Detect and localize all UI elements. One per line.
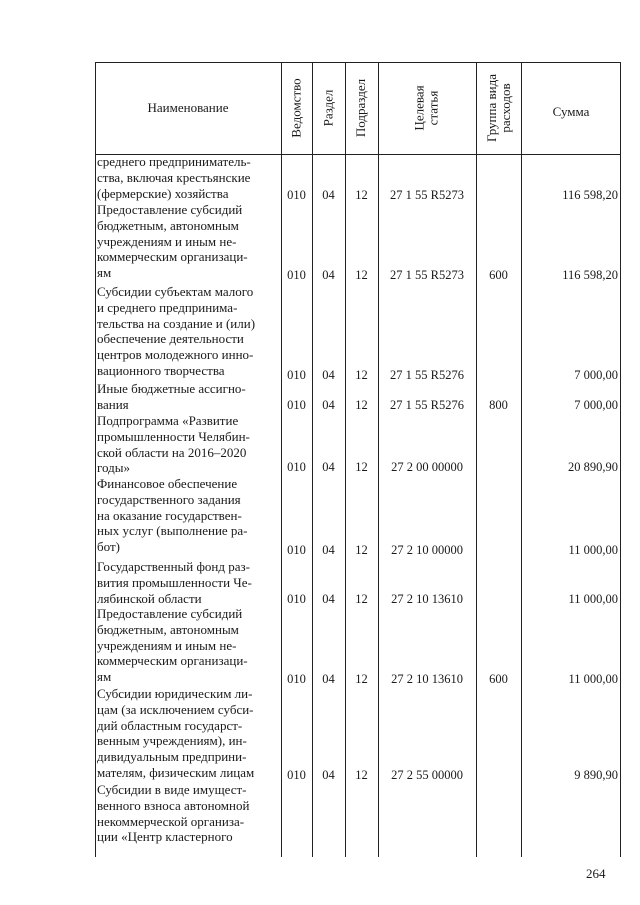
row-name-line: венным учреждениям), ин- <box>97 733 247 749</box>
cell-razdel: 04 <box>322 268 335 282</box>
col-border <box>476 62 477 857</box>
row-name-line: ям <box>97 669 112 685</box>
row-name-line: некоммерческой организа- <box>97 813 245 829</box>
cell-celevaya: 27 2 00 00000 <box>391 460 463 474</box>
row-name-line: государственного задания <box>97 491 241 507</box>
row-name <box>97 413 279 476</box>
cell-gruppa: 600 <box>489 672 508 686</box>
cell-gruppa: 800 <box>489 398 508 412</box>
cell-summa: 116 598,20 <box>562 268 618 282</box>
cell-ved: 010 <box>287 398 306 412</box>
row-name-line: ства, включая крестьянские <box>97 169 251 185</box>
row-name <box>97 476 279 555</box>
budget-table <box>95 62 621 857</box>
cell-celevaya: 27 2 10 00000 <box>391 543 463 557</box>
cell-celevaya: 27 1 55 R5273 <box>390 268 464 282</box>
cell-celevaya: 27 1 55 R5276 <box>390 398 464 412</box>
row-name-line: Субсидии субъектам малого <box>97 284 254 299</box>
cell-celevaya: 27 2 10 13610 <box>391 592 463 606</box>
row-name-line: Предоставление субсидий <box>97 606 243 621</box>
cell-razdel: 04 <box>322 368 335 382</box>
cell-gruppa: 600 <box>489 268 508 282</box>
row-name-line: Субсидии юридическим ли- <box>97 686 253 701</box>
row-name-line: лябинской области <box>97 590 202 606</box>
row-name <box>97 284 279 379</box>
row-name-line: тельства на создание и (или) <box>97 315 256 331</box>
cell-razdel: 04 <box>322 460 335 474</box>
cell-summa: 11 000,00 <box>568 672 618 686</box>
row-name-line: среднего предприниматель- <box>97 154 251 169</box>
header-gruppa: Группа вида расходов <box>483 74 513 142</box>
row-name-line: Субсидии в виде имущест- <box>97 782 247 797</box>
row-name-line: дий областным государст- <box>97 717 243 733</box>
cell-podrazdel: 12 <box>355 268 368 282</box>
row-name <box>97 782 279 845</box>
row-name-line: вития промышленности Че- <box>97 574 252 590</box>
cell-podrazdel: 12 <box>355 368 368 382</box>
cell-podrazdel: 12 <box>355 592 368 606</box>
cell-celevaya: 27 2 10 13610 <box>391 672 463 686</box>
row-name <box>97 606 279 685</box>
row-name-line: Подпрограмма «Развитие <box>97 413 239 428</box>
row-name <box>97 381 279 413</box>
row-name-line: учреждениям и иным не- <box>97 637 237 653</box>
row-name-line: вационного творчества <box>97 362 225 378</box>
header-name: Наименование <box>147 100 229 115</box>
row-name-line: ных услуг (выполнение ра- <box>97 523 248 539</box>
cell-summa: 9 890,90 <box>574 768 618 782</box>
cell-podrazdel: 12 <box>355 543 368 557</box>
cell-summa: 11 000,00 <box>568 543 618 557</box>
row-name-line: годы» <box>97 460 130 476</box>
header-summa: Сумма <box>552 104 590 119</box>
cell-podrazdel: 12 <box>355 460 368 474</box>
row-name <box>97 202 279 281</box>
row-name-line: бюджетным, автономным <box>97 621 239 637</box>
header-podrazdel: Подраздел <box>353 78 369 138</box>
cell-razdel: 04 <box>322 592 335 606</box>
cell-ved: 010 <box>287 268 306 282</box>
row-name-line: венного взноса автономной <box>97 797 250 813</box>
cell-razdel: 04 <box>322 672 335 686</box>
cell-razdel: 04 <box>322 543 335 557</box>
header-ved: Ведомство <box>288 78 304 138</box>
cell-summa: 11 000,00 <box>568 592 618 606</box>
row-name-line: бюджетным, автономным <box>97 217 239 233</box>
cell-razdel: 04 <box>322 398 335 412</box>
row-name-line: Финансовое обеспечение <box>97 476 238 491</box>
row-name-line: (фермерские) хозяйства <box>97 185 229 201</box>
row-name-line: Государственный фонд раз- <box>97 559 250 574</box>
cell-ved: 010 <box>287 768 306 782</box>
page-number: 264 <box>586 866 606 881</box>
cell-celevaya: 27 1 55 R5273 <box>390 188 464 202</box>
row-name-line: вания <box>97 396 129 412</box>
cell-podrazdel: 12 <box>355 398 368 412</box>
cell-ved: 010 <box>287 592 306 606</box>
row-name-line: промышленности Челябин- <box>97 428 250 444</box>
row-name-line: Иные бюджетные ассигно- <box>97 381 246 396</box>
col-border <box>620 62 621 857</box>
row-name <box>97 154 279 201</box>
row-name-line: центров молодежного инно- <box>97 347 254 363</box>
row-name-line: учреждениям и иным не- <box>97 233 237 249</box>
cell-ved: 010 <box>287 672 306 686</box>
cell-summa: 20 890,90 <box>568 460 618 474</box>
row-name-line: обеспечение деятельности <box>97 331 244 347</box>
header-celevaya: Целевая статья <box>411 85 441 131</box>
row-name-line: и среднего предпринима- <box>97 299 238 315</box>
cell-summa: 7 000,00 <box>574 368 618 382</box>
row-name-line: ям <box>97 265 112 281</box>
row-name-line: мателям, физическим лицам <box>97 764 255 780</box>
row-name <box>97 686 279 781</box>
cell-podrazdel: 12 <box>355 672 368 686</box>
row-name-line: коммерческим организаци- <box>97 249 248 265</box>
cell-ved: 010 <box>287 543 306 557</box>
cell-ved: 010 <box>287 188 306 202</box>
row-name-line: цам (за исключением субси- <box>97 701 254 717</box>
cell-celevaya: 27 1 55 R5276 <box>390 368 464 382</box>
row-name <box>97 559 279 606</box>
cell-podrazdel: 12 <box>355 768 368 782</box>
cell-summa: 7 000,00 <box>574 398 618 412</box>
cell-celevaya: 27 2 55 00000 <box>391 768 463 782</box>
row-name-line: ской области на 2016–2020 <box>97 444 247 460</box>
row-name-line: ции «Центр кластерного <box>97 829 233 845</box>
row-name-line: на оказание государствен- <box>97 507 242 523</box>
row-name-line: дивидуальным предприни- <box>97 749 247 765</box>
header-razdel: Раздел <box>320 89 336 127</box>
row-name-line: Предоставление субсидий <box>97 202 243 217</box>
col-border <box>95 62 96 857</box>
row-name-line: коммерческим организаци- <box>97 653 248 669</box>
cell-razdel: 04 <box>322 188 335 202</box>
cell-ved: 010 <box>287 460 306 474</box>
cell-podrazdel: 12 <box>355 188 368 202</box>
cell-razdel: 04 <box>322 768 335 782</box>
cell-ved: 010 <box>287 368 306 382</box>
row-name-line: бот) <box>97 539 120 555</box>
cell-summa: 116 598,20 <box>562 188 618 202</box>
